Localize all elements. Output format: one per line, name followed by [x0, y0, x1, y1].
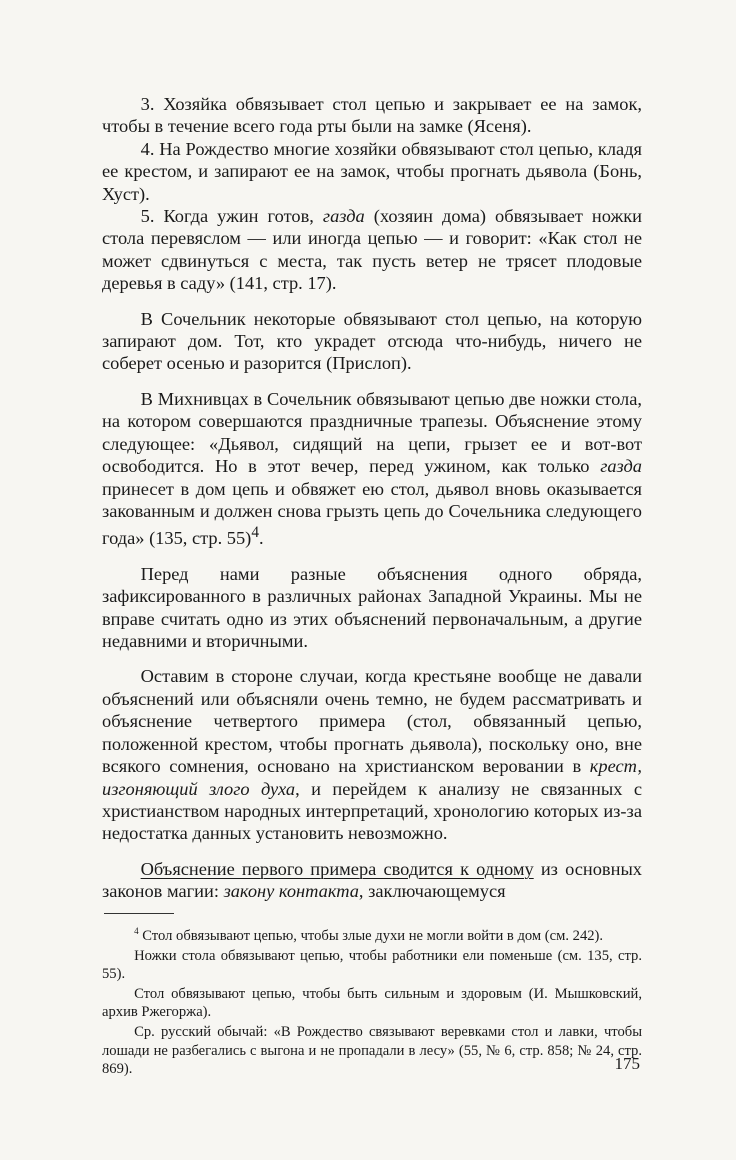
paragraph-analysis: Оставим в стороне случаи, когда крестьяне вообще не давали объяснений или объясняли очень темно, не будем рассматривать и объяснение четвертого примера (стол, обвязанный цепью, положенной крестом, чтобы прогнать дьявола), поскольку оно, вне всякого сомнения, основано на христианском веровании в крест, изгоняющий злого духа, и перейдем к анализу не связанных с христианством народных интерпретаций, хронологию которых из-за недостатка данных установить невозможно. — [102, 666, 642, 844]
main-text — [102, 93, 642, 903]
paragraph-sochelnik: В Сочельник некоторые обвязывают стол цепью, на которую запирают дом. Тот, кто украдет отсюда что-нибудь, ничего не соберет осенью и разорится (Прислоп). — [102, 308, 642, 374]
footnote-4: Ср. русский обычай: «В Рождество связывают веревками стол и лавки, чтобы лошади не разбегались с выгона и не пропадали в лесу» (55, № 6, стр. 858; № 24, стр. 869). — [102, 1024, 642, 1077]
paragraph-example-4: 4. На Рождество многие хозяйки обвязывают стол цепью, кладя ее крестом, и запирают ее на замок, чтобы прогнать дьявола (Бонь, Хуст). — [102, 138, 642, 204]
footnote-1: $^4$ Стол обвязывают цепью, чтобы злые духи не могли войти в дом (см. 242). — [134, 925, 604, 944]
footnote-marker: 4 — [251, 524, 259, 542]
page-number: 175 — [614, 1054, 640, 1073]
footnote-divider — [104, 913, 174, 914]
footnotes — [102, 922, 642, 1078]
footnote-2: Ножки стола обвязывают цепью, чтобы работники ели поменьше (см. 135, стр. 55). — [102, 947, 642, 982]
paragraph-mikhnivtsy: В Михнивцах в Сочельник обвязывают цепью две ножки стола, на котором совершаются праздничные трапезы. Объяснение этому следующее: «Дьявол, сидящий на цепи, грызет ее и вот-вот освободится. Но в этот вечер, перед ужином, как только газда принесет в дом цепь и обвяжет ею стол, дьявол вновь оказывается закованным и должен снова грызть цепь до Сочельника следующего года» (135, стр. 55)$^4$. — [102, 388, 642, 549]
paragraph-example-5: 5. Когда ужин готов, газда (хозяин дома) обвязывает ножки стола перевяслом — или иногда цепью — и говорит: «Как стол не может сдвинуться с места, так пусть ветер не трясет плодовые деревья в саду» (141, стр. 17). — [102, 206, 642, 294]
paragraph-explanations: Перед нами разные объяснения одного обряда, зафиксированного в различных районах Западной Украины. Мы не вправе считать одно из этих объяснений первоначальным, а другие недавними и вторичными. — [102, 563, 642, 652]
paragraph-contact-law: Объяснение первого примера сводится к одному из основных законов магии: закону контакта, заключающемуся — [102, 858, 642, 902]
footnote-3: Стол обвязывают цепью, чтобы быть сильным и здоровым (И. Мышковский, архив Ржегоржа). — [102, 986, 642, 1021]
paragraph-example-3: 3. Хозяйка обвязывает стол цепью и закрывает ее на замок, чтобы в течение всего года рты были на замке (Ясеня). — [102, 94, 642, 137]
